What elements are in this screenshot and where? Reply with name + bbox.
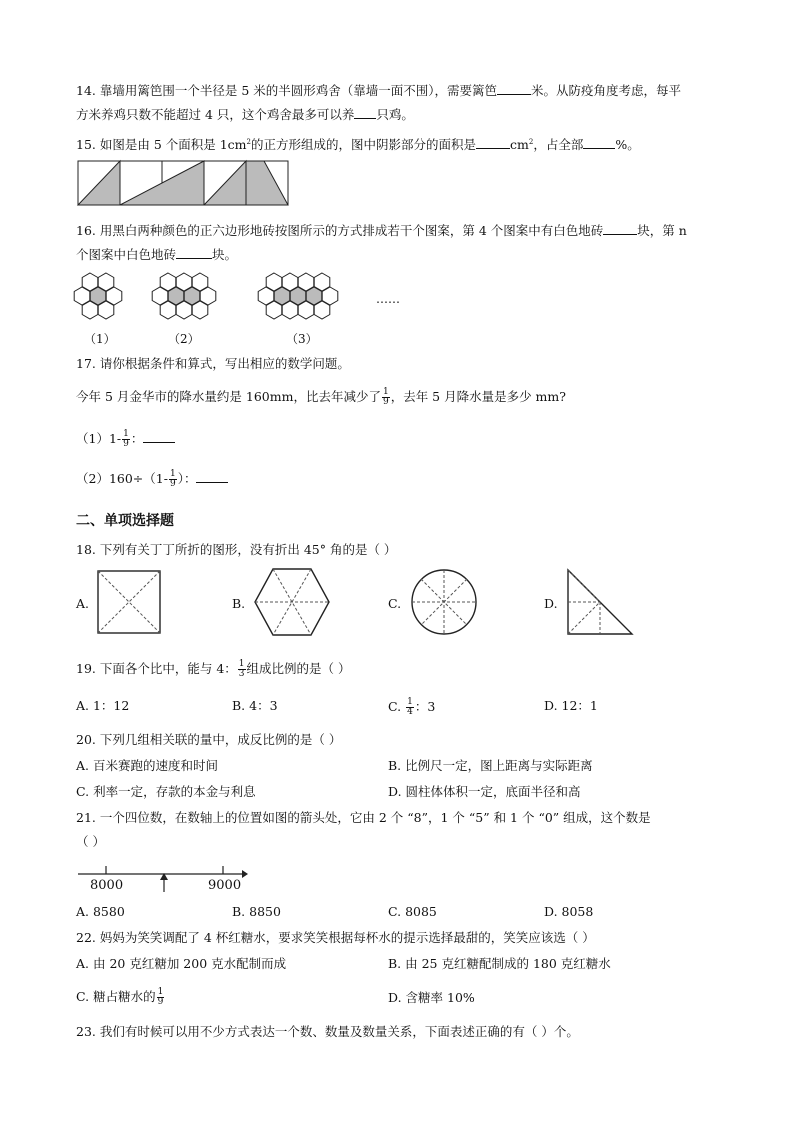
q21-option-b[interactable]: B. 8850 <box>232 904 281 919</box>
q19-option-b[interactable]: B. 4：3 <box>232 698 278 713</box>
q18-stem: 18. 下列有关丁丁所折的图形，没有折出 45° 角的是（ ） <box>76 542 397 557</box>
q18-triangle-figure[interactable] <box>566 568 634 636</box>
q16-line2: 个图案中白色地砖 块。 <box>76 247 238 262</box>
q19-option-a[interactable]: A. 1：12 <box>76 698 130 713</box>
q16-label-3: （3） <box>286 332 318 346</box>
q20-stem: 20. 下列几组相关联的量中，成反比例的是（ ） <box>76 732 342 747</box>
q18-option-a-label[interactable]: A. <box>76 596 90 611</box>
q21-option-d[interactable]: D. 8058 <box>544 904 594 919</box>
q21-option-a[interactable]: A. 8580 <box>76 904 125 919</box>
q22-stem: 22. 妈妈为笑笑调配了 4 杯红糖水，要求笑笑根据每杯水的提示选择最甜的，笑笑应该选（ ） <box>76 930 595 945</box>
q18-hexagon-figure[interactable] <box>254 568 330 636</box>
q19-option-d[interactable]: D. 12：1 <box>544 698 598 713</box>
q17-line2: 今年 5 月金华市的降水量约是 160mm，比去年减少了 $\frac{1}{9}$ ，去年 5 月降水量是多少 mm? <box>76 387 566 407</box>
q21-paren: （ ） <box>76 834 105 849</box>
q16-label-1: （1） <box>84 332 116 346</box>
q14-line2: 方米养鸡只数不能超过 4 只，这个鸡舍最多可以养 只鸡。 <box>76 107 414 122</box>
q18-option-d-label[interactable]: D. <box>544 596 558 611</box>
q19-option-c[interactable]: C. $\frac{1}{4}$ ：3 <box>388 697 436 717</box>
q18-option-c-label[interactable]: C. <box>388 596 402 611</box>
q17-blank2[interactable] <box>196 470 228 483</box>
q21-stem: 21. 一个四位数，在数轴上的位置如图的箭头处，它由 2 个 “8”，1 个 “5” 和 1 个 “0” 组成，这个数是 <box>76 810 651 825</box>
q21-tick-9000: 9000 <box>208 878 242 893</box>
q15-blank2[interactable] <box>583 136 615 149</box>
q19-stem: 19. 下面各个比中，能与 4： $\frac{1}{3}$ 组成比例的是（ ） <box>76 659 351 679</box>
q14-line1: 14. 靠墙用篱笆围一个半径是 5 米的半圆形鸡舍（靠墙一面不围），需要篱笆 米。从防疫角度考虑，每平 <box>76 83 682 98</box>
q15-line: 15. 如图是由 5 个面积是 $1cm^2$的正方形组成的，图中阴影部分的面积是 $cm^2$，占全部 %。 <box>76 137 640 153</box>
q23-stem: 23. 我们有时候可以用不少方式表达一个数、数量及数量关系，下面表述正确的有（ ）个。 <box>76 1024 579 1039</box>
q22-option-c[interactable]: C. 糖占糖水的 $\frac{1}{9}$ <box>76 987 164 1007</box>
q21-tick-8000: 8000 <box>90 878 124 893</box>
q17-part1: （1）1- $\frac{1}{9}$ ： <box>76 430 175 449</box>
q14-blank2[interactable] <box>354 106 376 119</box>
q21-option-c[interactable]: C. 8085 <box>388 904 437 919</box>
q14-blank1[interactable] <box>497 82 531 95</box>
q17-line1: 17. 请你根据条件和算式，写出相应的数学问题。 <box>76 356 350 371</box>
q16-ellipsis: …… <box>376 292 400 306</box>
q20-option-a[interactable]: A. 百米赛跑的速度和时间 <box>76 758 218 773</box>
q16-label-2: （2） <box>168 332 200 346</box>
q16-hexagon-patterns <box>70 270 380 330</box>
q18-option-b-label[interactable]: B. <box>232 596 246 611</box>
q20-option-d[interactable]: D. 圆柱体体积一定，底面半径和高 <box>388 784 581 799</box>
q16-blank1[interactable] <box>603 222 637 235</box>
q20-option-c[interactable]: C. 利率一定，存款的本金与利息 <box>76 784 256 799</box>
q17-part2: （2）160÷（1- $\frac{1}{9}$ ）： <box>76 470 228 489</box>
q16-line1: 16. 用黑白两种颜色的正六边形地砖按图所示的方式排成若干个图案，第 4 个图案中有白色地砖 块，第 n <box>76 223 687 238</box>
q17-fraction: $\frac{1}{9}$ <box>382 387 389 407</box>
q20-option-b[interactable]: B. 比例尺一定，图上距离与实际距离 <box>388 758 593 773</box>
q22-option-a[interactable]: A. 由 20 克红糖加 200 克水配制而成 <box>76 956 287 971</box>
q18-square-figure[interactable] <box>97 570 163 634</box>
q17-blank1[interactable] <box>143 430 175 443</box>
q15-squares-figure <box>78 160 290 206</box>
q15-blank1[interactable] <box>476 136 510 149</box>
q22-option-b[interactable]: B. 由 25 克红糖配制成的 180 克红糖水 <box>388 956 611 971</box>
q22-option-d[interactable]: D. 含糖率 10% <box>388 990 475 1005</box>
section-title-single-choice: 二、单项选择题 <box>76 513 174 529</box>
q16-blank2[interactable] <box>176 246 212 259</box>
q18-circle-figure[interactable] <box>410 568 478 636</box>
